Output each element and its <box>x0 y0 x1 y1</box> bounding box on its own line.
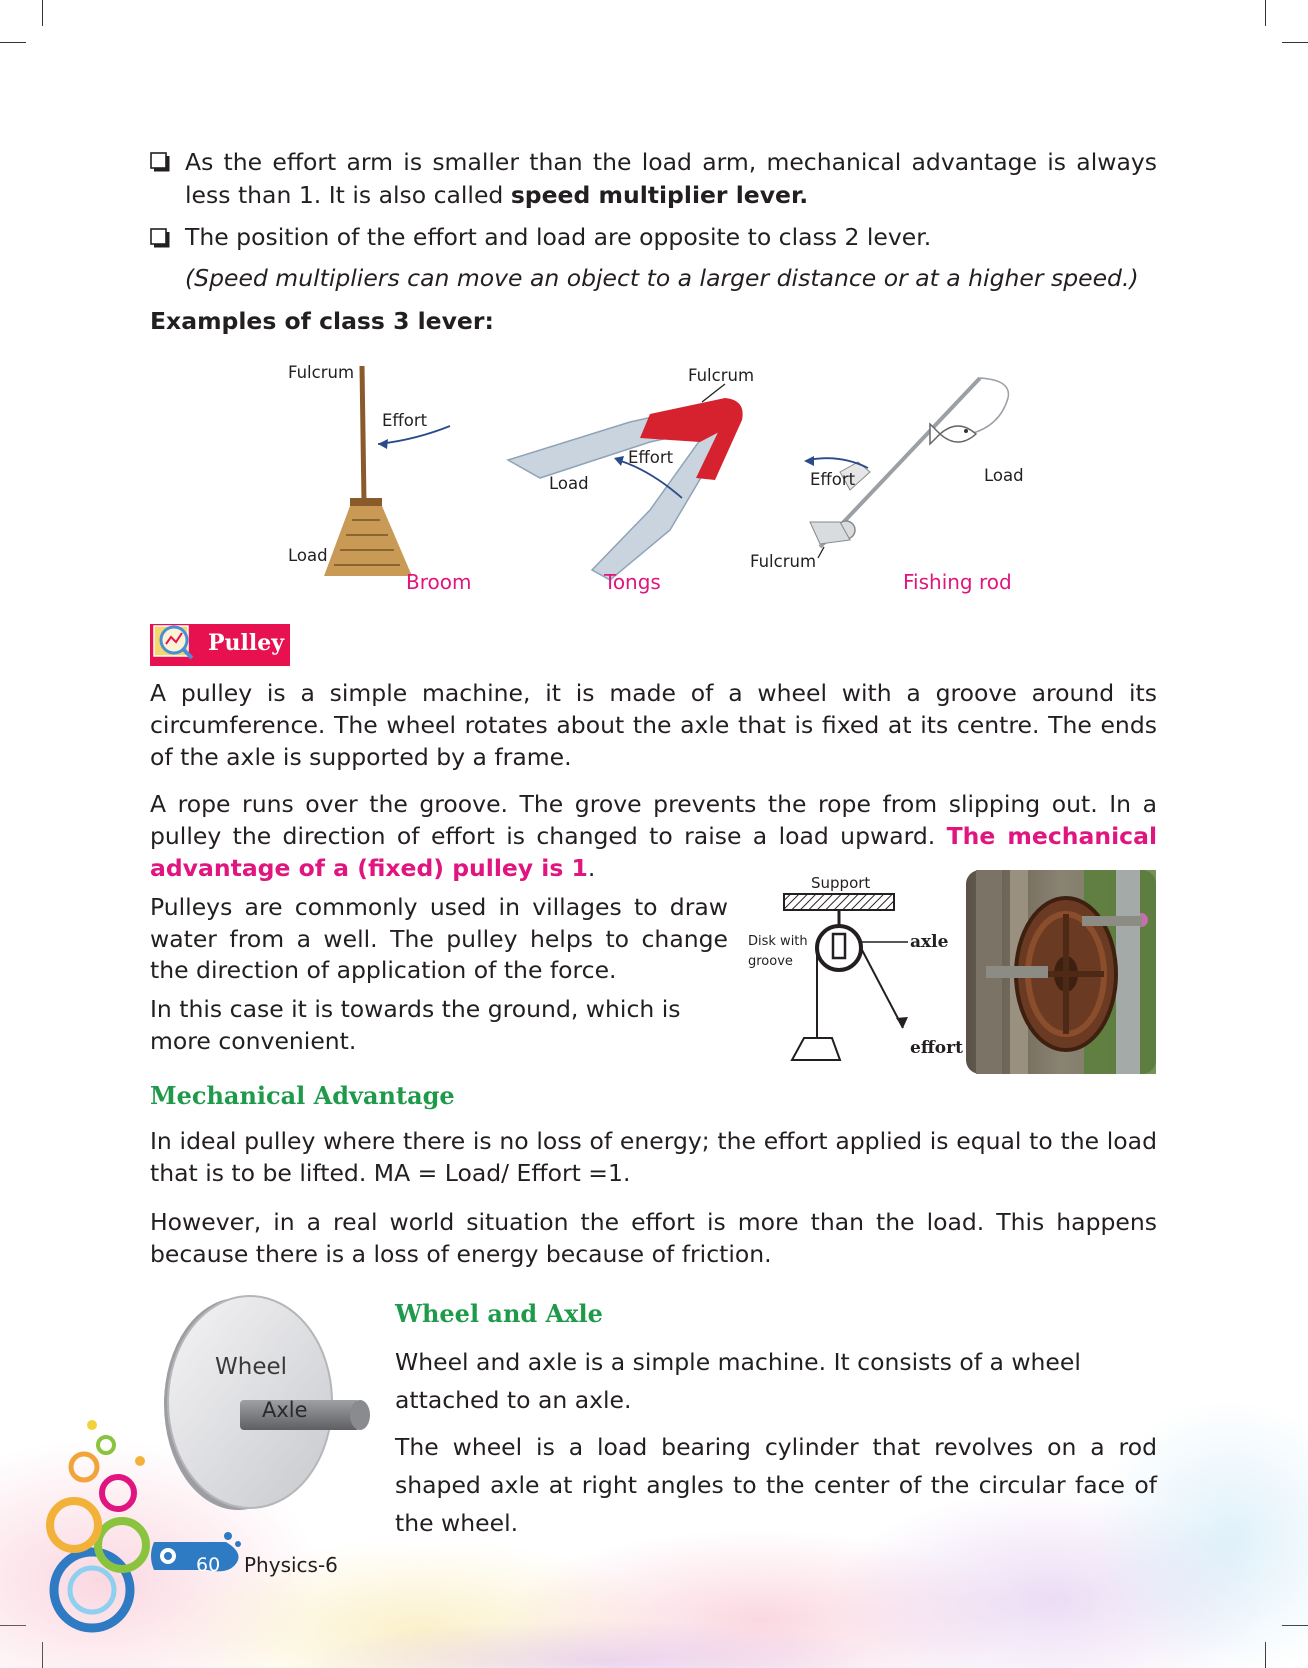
wheel-and-axle-paragraph-2: The wheel is a load bearing cylinder that revolves on a rod shaped axle at right angles to the center of the circular face of the wheel. <box>395 1433 1157 1537</box>
italic-note: (Speed multipliers can move an object to a larger distance or at a higher speed.) <box>185 264 1139 292</box>
bullet-text: As the effort arm is smaller than the load arm, mechanical advantage is always less than 1. It is also called <box>185 148 1157 209</box>
fishing-load-label: Load <box>984 466 1024 485</box>
pulley-effort-label: effort <box>910 1038 963 1058</box>
bullet-text: The position of the effort and load are opposite to class 2 lever. <box>185 223 932 251</box>
pulley-highlight: The mechanical advantage of a (fixed) pulley is 1 <box>150 822 1158 882</box>
crop-mark <box>1265 0 1266 26</box>
bullet-bold-term: speed multiplier lever. <box>510 181 809 209</box>
checkbox-bullet-icon <box>150 152 170 172</box>
tongs-fulcrum-label: Fulcrum <box>688 366 755 385</box>
bullet-item <box>185 146 1157 212</box>
tongs-caption: Tongs <box>604 570 661 594</box>
pulley-paragraph-1: A pulley is a simple machine, it is made of a wheel with a groove around its circumference. The wheel rotates about the axle that is fixed at its centre. The ends of the axle is supported by a frame. <box>150 679 1157 771</box>
mechanical-advantage-paragraph-1: In ideal pulley where there is no loss of energy; the effort applied is equal to the load that is to be lifted. MA = Load/ Effort =1. <box>150 1127 1157 1187</box>
wheel-and-axle-heading: Wheel and Axle <box>395 1299 603 1328</box>
pulley-paragraph-4: In this case it is towards the ground, which is more convenient. <box>150 995 681 1055</box>
page-number: 60 <box>196 1554 221 1576</box>
wheel-label: Wheel <box>215 1354 288 1380</box>
pulley-groove-label: groove <box>748 954 793 969</box>
magnifier-chart-icon <box>148 616 202 670</box>
crop-mark <box>1282 42 1308 43</box>
tongs-load-label: Load <box>549 474 589 493</box>
crop-mark <box>42 0 43 26</box>
pulley-section-badge <box>150 624 290 666</box>
axle-label: Axle <box>262 1398 308 1422</box>
examples-heading: Examples of class 3 lever: <box>150 307 494 335</box>
pulley-axle-label: axle <box>910 932 949 952</box>
checkbox-bullet-icon <box>150 228 170 248</box>
wheel-and-axle-paragraph-1: Wheel and axle is a simple machine. It consists of a wheel attached to an axle. <box>395 1348 1081 1414</box>
pulley-photo <box>966 870 1156 1074</box>
bullet-item <box>185 221 1157 254</box>
fishing-effort-label: Effort <box>810 470 856 489</box>
tongs-effort-label: Effort <box>628 448 674 467</box>
pulley-disk-label: Disk with <box>748 934 808 949</box>
pulley-badge-text: Pulley <box>208 630 285 656</box>
pulley-paragraph-2-text: A rope runs over the groove. The grove prevents the rope from slipping out. In a pulley the direction of effort is changed to raise a load upward. <box>150 790 1157 850</box>
fishing-rod-caption: Fishing rod <box>903 570 1012 594</box>
book-title: Physics-6 <box>244 1553 338 1577</box>
fishing-fulcrum-label: Fulcrum <box>750 552 817 571</box>
broom-caption: Broom <box>406 570 472 594</box>
broom-load-label: Load <box>288 546 328 565</box>
crop-mark <box>0 42 26 43</box>
mechanical-advantage-heading: Mechanical Advantage <box>150 1081 455 1110</box>
tongs-illustration <box>500 380 760 580</box>
pulley-paragraph-3: Pulleys are commonly used in villages to draw water from a well. The pulley helps to change the direction of application of the force. <box>150 893 728 984</box>
broom-effort-label: Effort <box>382 411 428 430</box>
broom-fulcrum-label: Fulcrum <box>288 363 355 382</box>
pulley-paragraph-2-end: . <box>587 854 596 882</box>
pulley-support-label: Support <box>811 874 871 892</box>
mechanical-advantage-paragraph-2: However, in a real world situation the effort is more than the load. This happens because there is a loss of energy because of friction. <box>150 1208 1157 1268</box>
decorative-circles <box>40 1395 170 1640</box>
